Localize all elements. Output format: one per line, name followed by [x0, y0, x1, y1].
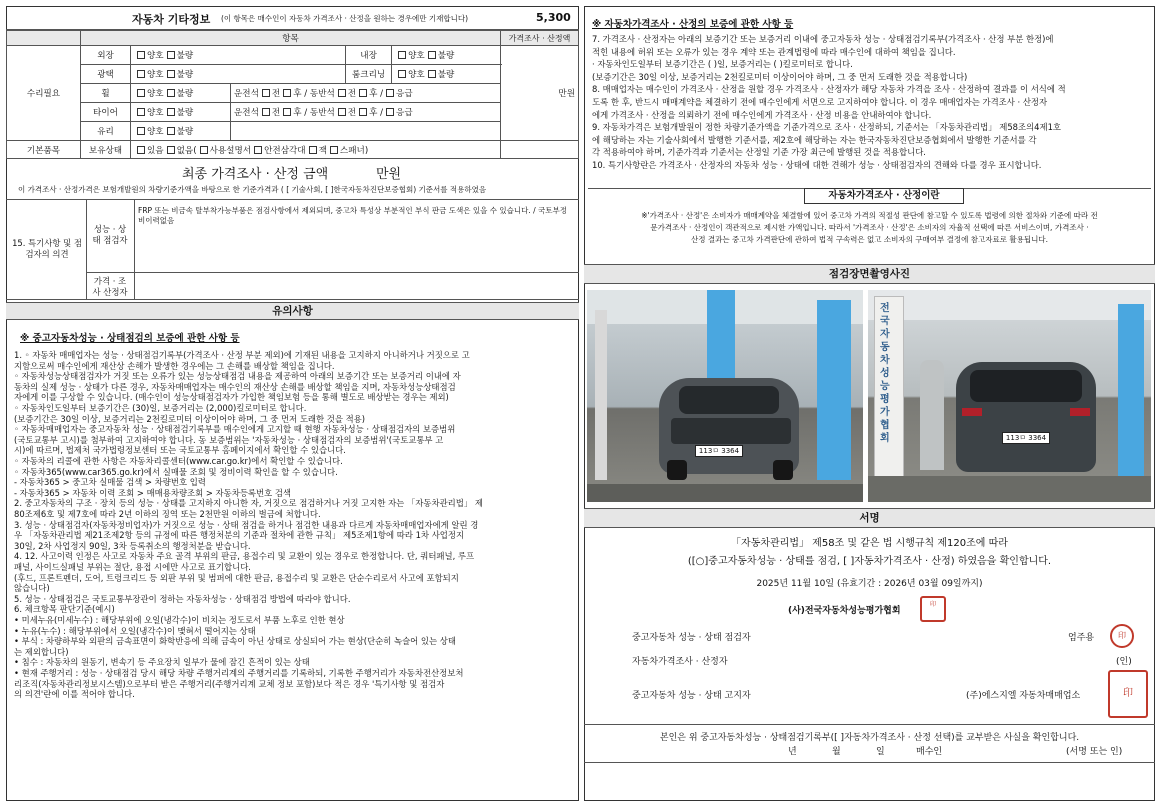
- appraiser-opinion-label: 가격 · 조사 산정자: [92, 276, 128, 297]
- sign-title: 서명: [584, 508, 1155, 528]
- row-exterior-label: 외장: [81, 46, 131, 65]
- price-guarantee-line: 8. 매매업자는 매수인이 가격조사 · 산정을 원할 경우 가격조사 · 산정자가 해당 자동차 가격을 조사 · 산정하여 결과를 이 서식에 적: [592, 84, 1066, 95]
- tire-position-options[interactable]: 운전석 전 후 / 동반석 전 후 / 응급: [231, 103, 501, 122]
- note-line: 동차의 실제 성능 · 상태가 다른 경우, 자동차매매업자는 매수인의 재산상 손해를 배상할 책임을 지며, 자동차성능상태점검: [14, 381, 456, 392]
- price-guarantee-line: 적힌 내용에 허위 또는 오류가 있는 경우 계약 또는 관계법령에 따라 매수인에 대하여 책임을 집니다.: [592, 46, 956, 57]
- other-info-header: [6, 6, 579, 30]
- inspector-opinion-label: 성능 · 상태 점검자: [92, 224, 128, 245]
- basic-items-label: 기본품목: [7, 141, 81, 159]
- row-interior-label: 내장: [346, 46, 392, 65]
- note-line: • 누유(누수) : 해당부위에서 오일(냉각수)이 맺혀서 떨어지는 상태: [14, 625, 256, 636]
- row-tire-label: 타이어: [81, 103, 131, 122]
- price-guarantee-line: 도록 한 후, 반드시 매매계약을 체결하기 전에 매수인에게 서면으로 고지하여야 합니다. 이 경우 매매업자는 가격조사 · 산정자: [592, 97, 1048, 107]
- note-line: ◦ 자동차365(www.car365.go.kr)에서 실매물 조회 및 정비이력 확인을 할 수 있습니다.: [14, 466, 338, 477]
- note-line: • 현재 주행거리 : 성능 · 상태점검 당시 해당 차량 주행거리계의 주행거리를 기록하되, 기록한 주행거리가 자동차전산정보처: [14, 668, 464, 678]
- note-line: 우 「자동차관리법 제21조제2항 등의 규정에 따른 행정처분의 기준과 절차에 관한 규칙」 제5조제1항에 따라 1차 사업정지: [14, 530, 465, 541]
- price-guarantee-line: 9. 자동차가격은 보험개발원이 정한 차량기준가액을 기준가격으로 조사 · 산정하되, 기준서는 「자동차관리법」 제58조의4제1호: [592, 122, 1061, 133]
- note-line: 의 의견'란에 이를 적어야 합니다.: [14, 689, 135, 700]
- note-line: ◦ 자동차의 리콜에 관한 사항은 자동차리콜센터(www.car.go.kr)에서 확인할 수 있습니다.: [14, 456, 343, 466]
- note-line: 지함으로써 매수인에게 재산상 손해가 발생한 경우에는 그 손해를 배상할 책임을 집니다.: [14, 360, 335, 371]
- price-guarantee-line: 에게 가격조사 · 산정을 의뢰하기 전에 매수인에게 가격조사 · 산정 비용을 안내하여야 합니다.: [592, 109, 932, 120]
- row-wheel-label: 휠: [81, 84, 131, 103]
- inspection-photo-front: [587, 290, 863, 502]
- note-line: 2. 중고자동차의 구조 · 장치 등의 성능 · 상태를 고지하지 아니한 자, 거짓으로 점검하거나 거짓 고지한 자는 「자동차관리법」 제: [14, 498, 483, 509]
- photo1-plate: 113ㅁ 3364: [695, 445, 743, 457]
- note-line: ◦ 자동차인도일부터 보증기간은 (30)일, 보증거리는 (2,000)킬로미터로 합니다.: [14, 403, 307, 413]
- note-line: 않습니다): [14, 583, 50, 594]
- notifier-seal: 印: [1108, 670, 1148, 718]
- note-line: (보증기간은 30일 이상, 보증거리는 2천킬로미터 이상이어야 하며, 그 중 먼저 도래한 것을 적용): [14, 413, 366, 424]
- interior-options[interactable]: 양호 불량: [392, 46, 501, 65]
- note-line: 패널, 사이드실패널 부위는 절단, 용접 시에만 사고로 표기합니다.: [14, 562, 251, 572]
- basic-items-options[interactable]: 있음 없음( 사용설명서 안전삼각대 잭 스패너): [131, 141, 501, 159]
- row-gloss-label: 광택: [81, 65, 131, 84]
- note-line: 4. 12. 사고이력 인정은 사고로 자동차 주요 골격 부위의 판금, 용접수리 및 교환이 있는 경우로 한정합니다. 단, 쿼터패널, 루프: [14, 551, 475, 562]
- receipt-buyer: 매수인: [916, 747, 943, 757]
- org-name: (사)전국자동차성능평가협회: [788, 606, 901, 616]
- tire-options[interactable]: 양호 불량: [131, 103, 231, 122]
- price-def-line1: ※'가격조사 · 산정'은 소비자가 매매계약을 체결함에 있어 중고차 가격의 적절성 판단에 참고할 수 있도록 법령에 의한 절차와 기준에 따라 전: [641, 211, 1098, 220]
- note-line: - 자동차365 > 중고차 실매물 검색 > 차량번호 입력: [14, 477, 206, 488]
- photo2-sign: 전국자동차성능평가협회: [880, 303, 890, 444]
- other-info-subtitle: (이 항목은 매수인이 자동차 가격조사 · 산정을 원하는 경우에만 기재합니다): [221, 14, 469, 23]
- row-roomcleaning-label: 룸크리닝: [346, 65, 392, 84]
- price-def-line2: 문가격조사 · 산정인이 객관적으로 제시한 가액입니다. 따라서 '가격조사 · 산정'은 소비자의 자율적 선택에 따른 서비스이며, 가격조사 ·: [650, 223, 1089, 232]
- note-line: - 자동차365 > 자동차 이력 조회 > 매매용차량조회 > 자동차등록번호 검색: [14, 487, 292, 498]
- gloss-options[interactable]: 양호 불량: [131, 65, 346, 84]
- other-info-table: [6, 30, 579, 159]
- inspector-seal: 印: [1110, 624, 1134, 648]
- price-guarantee-line: 10. 특기사항란은 가격조사 · 산정자의 자동차 성능 · 상태에 대한 견해가 성능 · 상태점검자의 견해와 다를 경우 표시합니다.: [592, 160, 1042, 170]
- exterior-options[interactable]: 양호 불량: [131, 46, 346, 65]
- note-line: 30일, 2차 사업정지 90일, 3차 등록취소의 행정처분을 받습니다.: [14, 540, 251, 551]
- inspector-name: 엄주용: [1068, 633, 1095, 643]
- note-line: 는 제외합니다): [14, 646, 69, 657]
- sign-date: 2025년 11월 10일 (유효기간 : 2026년 03월 09일까지): [756, 579, 983, 589]
- note-line: 리조직(자동차관리정보시스템)으로부터 받은 주행거리(주행거리계 교체 정보 포함)보다 적은 경우 '특기사항 및 점검자: [14, 678, 445, 689]
- note-line: (후드, 프론트펜더, 도어, 트렁크리드 등 외판 부위 및 범퍼에 대한 판금, 용접수리 및 교환은 단순수리로서 사고에 포함되지: [14, 572, 459, 583]
- col-item-header: 항목: [81, 31, 501, 46]
- note-line: • 미세누유(미세누수) : 해당부위에 오일(냉각수)이 비치는 정도로서 부품 노후로 인한 현상: [14, 615, 345, 625]
- org-seal: 印: [920, 596, 946, 622]
- final-price-section: [6, 158, 579, 200]
- note-line: 80조제6호 및 제7호에 따라 2년 이하의 징역 또는 2천만원 이하의 벌금에 처합니다.: [14, 509, 321, 519]
- receipt-sign[interactable]: (서명 또는 인): [1066, 747, 1123, 757]
- roomcleaning-options[interactable]: 양호 불량: [392, 65, 501, 84]
- notes-heading: ※ 중고자동차성능 · 상태점검의 보증에 관한 사항 등: [20, 333, 240, 344]
- basic-status-label: 보유상태: [81, 141, 131, 159]
- note-line: (국토교통부 고시)를 첨부하여 고지하여야 합니다. 동 보증범위는 '자동차성능 · 상태점검자의 보증범위'(국토교통부 고: [14, 434, 444, 445]
- final-price-title: 최종 가격조사 · 산정 금액: [182, 167, 329, 182]
- price-def-line3: 산정 결과는 중고차 가격판단에 관하여 법적 구속력은 없고 소비자의 구매여부 결정에 참고자료로 활용됩니다.: [690, 235, 1048, 244]
- repair-unit: 만원: [501, 46, 579, 141]
- appraiser-seal: (인): [1116, 657, 1132, 667]
- notifier-label: 중고자동차 성능 · 상태 고지자: [632, 691, 751, 701]
- receipt-year: 년: [788, 747, 797, 757]
- receipt-month: 월: [832, 747, 841, 757]
- price-guarantee-line: 각 적용하여야 하며, 기준가격과 기준서는 산정일 기준 가장 최근에 발행된 것을 적용합니다.: [592, 147, 926, 158]
- receipt-line: 본인은 위 중고자동차성능 · 상태점검기록부([ ]자동차가격조사 · 산정 선택)를 교부받은 사실을 확인합니다.: [659, 733, 1080, 743]
- price-guarantee-line: 7. 가격조사 · 산정자는 아래의 보증기간 또는 보증거리 이내에 중고자동차 성능 · 상태점검기록부(가격조사 · 산정 부분 한정)에: [592, 34, 1054, 44]
- note-line: 자에게 이를 구상할 수 있습니다. (매수인이 성능상태점검자가 가입한 책임보험 등을 통해 별도로 배상받는 경우는 제외): [14, 392, 449, 403]
- repair-label: 수리필요: [7, 46, 81, 141]
- price-guarantee-line: · 자동차인도일부터 보증기간은 ( )일, 보증거리는 ( )킬로미터로 합니다.: [592, 59, 853, 70]
- wheel-options[interactable]: 양호 불량: [131, 84, 231, 103]
- opinion-section: [6, 200, 579, 300]
- notes-list: [6, 350, 579, 798]
- row-glass-label: 유리: [81, 122, 131, 141]
- inspector-opinion-text[interactable]: FRP 또는 비금속 탈부착가능부품은 점검사항에서 제외되며, 중고차 특성상 부분적인 부식 판금 도색은 있을 수 있습니다. / 국토부정비이력없음: [138, 206, 567, 225]
- other-info-title: 자동차 기타정보: [132, 13, 211, 26]
- inspection-photo-rear: [868, 290, 1151, 502]
- price-def-box: [588, 188, 1151, 260]
- note-line: 6. 체크항목 판단기준(예시): [14, 604, 115, 615]
- opinion-label: 15. 특기사항 및 점검자의 의견: [12, 238, 82, 259]
- receipt-day: 일: [876, 747, 885, 757]
- price-guarantee-items: [584, 34, 1155, 184]
- note-line: 시)에 따르며, 법제처 국가법령정보센터 또는 국토교통부 홈페이지에서 확인할 수 있습니다.: [14, 445, 346, 456]
- price-guarantee-line: (보증기간은 30일 이상, 보증거리는 2천킬로미터 이상이어야 하며, 그 중 먼저 도래한 것을 적용합니다): [592, 71, 968, 82]
- appraiser-label: 자동차가격조사 · 산정자: [632, 657, 728, 667]
- wheel-position-options[interactable]: 운전석 전 후 / 동반석 전 후 / 응급: [231, 84, 501, 103]
- note-line: 1. ◦ 자동차 매매업자는 성능 · 상태점검기록부(가격조사 · 산정 부분 제외)에 기재된 내용을 고지하지 아니하거나 거짓으로 고: [14, 350, 470, 360]
- notes-title: 유의사항: [6, 302, 579, 320]
- note-line: • 부식 : 차량하부와 외판의 금속표면이 화학반응에 의해 금속이 아닌 상태로 상실되어 가는 현상(단순히 녹슬어 있는 상태: [14, 636, 456, 647]
- photo2-plate: 113ㅁ 3364: [1002, 432, 1050, 444]
- final-price-note: 이 가격조사 · 산정가격은 보험개발원의 차량기준가액을 바탕으로 한 기준가격과 ( [ 기술사회, [ ]한국자동차진단보증협회) 기준서를 적용하였음: [18, 185, 487, 194]
- glass-options[interactable]: 양호 불량: [131, 122, 231, 141]
- price-def-title: 자동차가격조사 · 산정이란: [804, 188, 964, 204]
- price-guarantee-heading: ※ 자동차가격조사 · 산정의 보증에 관한 사항 등: [592, 19, 794, 30]
- final-price-unit: 만원: [376, 167, 402, 182]
- note-line: ◦ 자동차성능상태점검자가 거짓 또는 오류가 있는 성능상태점검 내용을 제공하여 아래의 보증기간 또는 보증거리 이내에 자: [14, 371, 461, 382]
- sign-line2: ([○]중고자동차성능 · 상태를 점검, [ ]자동차가격조사 · 산정) 하였음을 확인합니다.: [687, 556, 1052, 567]
- price-guarantee-line: 에 해당하는 자는 기술사회에서 발행한 기준서를, 제2호에 해당하는 자는 한국자동차진단보증협회에서 발행한 기준서를 각: [592, 134, 1037, 145]
- note-line: ◦ 자동차매매업자는 중고자동차 성능 · 상태점검기록부를 매수인에게 고지할 때 현행 자동차성능 · 상태점검자의 보증범위: [14, 424, 456, 435]
- note-line: • 침수 : 자동차의 원동기, 변속기 등 주요장치 일부가 물에 잠긴 흔적이 있는 상태: [14, 657, 310, 668]
- photo-title: 점검장면촬영사진: [584, 264, 1155, 284]
- col-price-header: 가격조사 · 산정액: [501, 31, 579, 46]
- note-line: 5. 성능 · 상태점검은 국토교통부장관이 정하는 자동차성능 · 상태점검 방법에 따라야 합니다.: [14, 593, 351, 604]
- notifier-name: (주)에스지엘 자동차매매업소: [966, 691, 1081, 701]
- inspector-label: 중고자동차 성능 · 상태 점검자: [632, 633, 751, 643]
- other-info-price: 5,300: [536, 11, 571, 24]
- sign-line1: 「자동차관리법」 제58조 및 같은 법 시행규칙 제120조에 따라: [731, 538, 1008, 549]
- note-line: 3. 성능 · 상태점검자(자동차정비업자)가 거짓으로 성능 · 상태 점검을 하거나 점검한 내용과 다르게 자동차매매업자에게 알린 경: [14, 519, 479, 530]
